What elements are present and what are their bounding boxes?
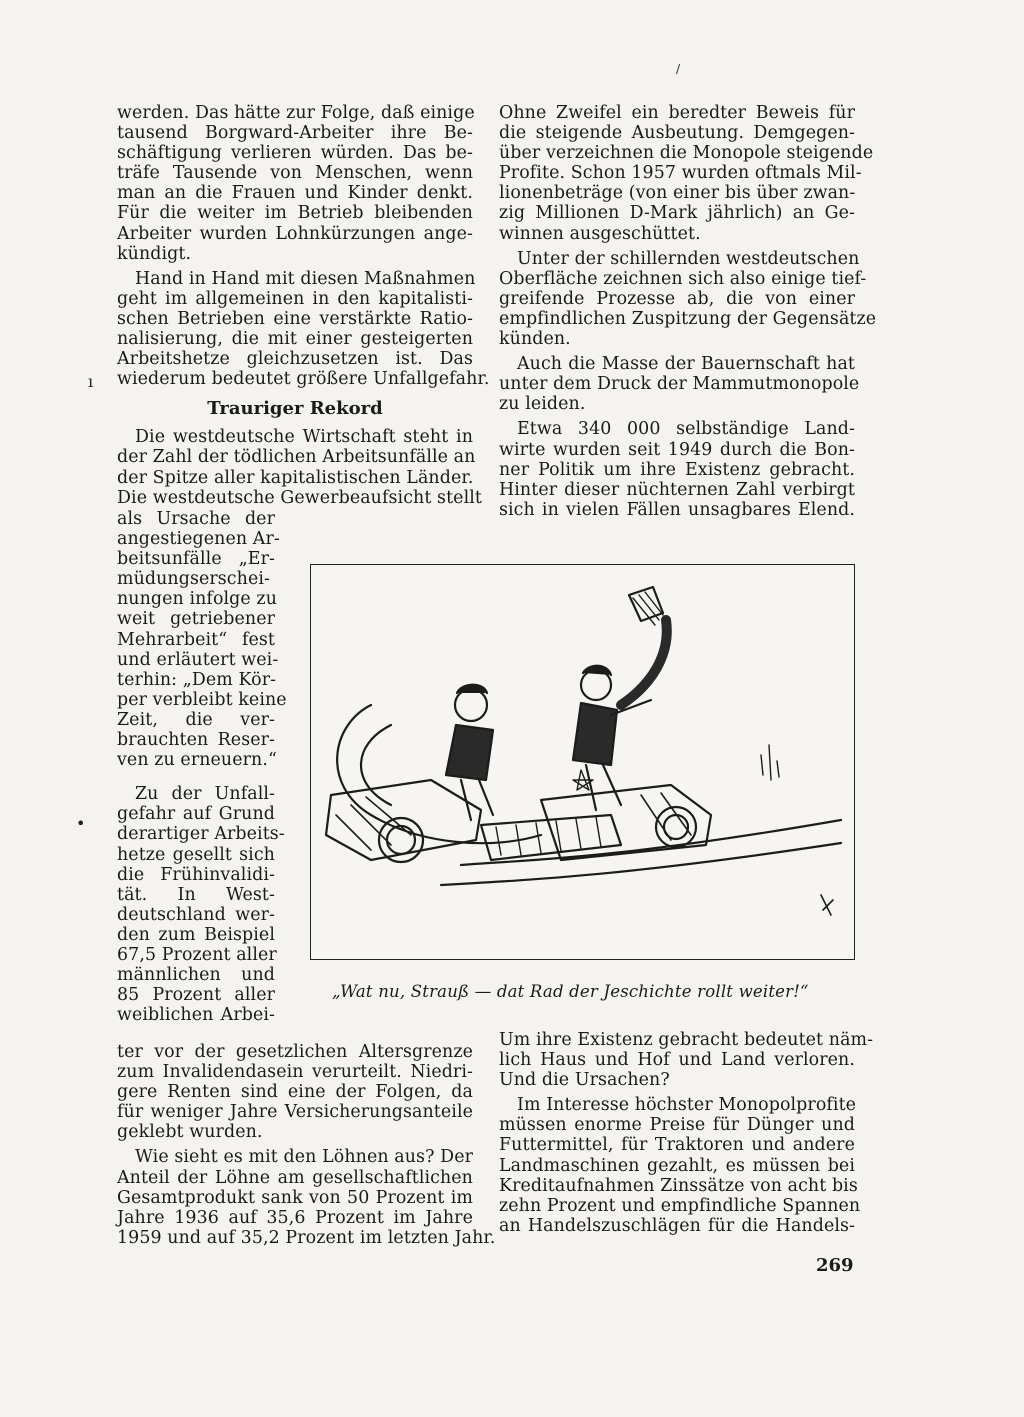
text-line: deutschland wer-: [117, 904, 275, 925]
text-line: Für die weiter im Betrieb bleibenden: [117, 203, 473, 224]
text-line: ven zu erneuern.“: [117, 750, 277, 771]
text-line: Wie sieht es mit den Löhnen aus? Der: [135, 1147, 473, 1168]
text-line: schen Betrieben eine verstärkte Ratio-: [117, 308, 473, 329]
text-line: Ohne Zweifel ein beredter Beweis für: [499, 103, 855, 123]
text-line: derartiger Arbeits-: [117, 824, 285, 845]
text-line: Etwa 340 000 selbständige Land-: [517, 419, 855, 440]
text-line: wirte wurden seit 1949 durch die Bon-: [499, 439, 855, 460]
text-line: lionenbeträge (von einer bis über zwan-: [499, 183, 856, 204]
paragraph-2: [117, 268, 476, 289]
text-line: den zum Beispiel: [117, 924, 275, 945]
scan-speck: /: [676, 62, 681, 76]
text-line: tausend Borgward-Arbeiter ihre Be-: [117, 123, 473, 144]
text-line: Oberfläche zeichnen sich also einige tief-: [499, 268, 867, 289]
text-line: winnen ausgeschüttet.: [499, 223, 701, 244]
text-line: an Handelszuschlägen für die Handels-: [499, 1215, 855, 1236]
paragraph-narrow-1: [117, 509, 287, 771]
paragraph-10: [499, 1030, 874, 1091]
column-right-bottom: [499, 1030, 874, 1236]
text-line: Die westdeutsche Gewerbeaufsicht stellt: [117, 487, 482, 508]
paragraph-5: [117, 1147, 496, 1248]
text-line: Um ihre Existenz gebracht bedeutet näm-: [499, 1030, 874, 1050]
paragraph-1: [117, 103, 473, 264]
text-line: Mehrarbeit“ fest: [117, 629, 275, 650]
text-line: weit getriebener: [117, 609, 275, 630]
text-line: schäftigung verlieren würden. Das be-: [117, 143, 473, 164]
text-line: tät. In West-: [117, 884, 275, 905]
paragraph-narrow-2: [117, 784, 285, 1026]
text-line: Und die Ursachen?: [499, 1070, 670, 1091]
text-line: zig Millionen D-Mark jährlich) an Ge-: [499, 203, 855, 224]
text-line: als Ursache der: [117, 509, 275, 529]
text-line: brauchten Reser-: [117, 730, 275, 751]
paragraph-4: [117, 1042, 473, 1142]
text-line: werden. Das hätte zur Folge, daß einige: [117, 103, 475, 123]
text-line: beitsunfälle „Er-: [117, 549, 275, 570]
text-line: Kreditaufnahmen Zinssätze von acht bis: [499, 1175, 858, 1196]
paragraph-7: [499, 248, 877, 350]
paragraph-3: [117, 427, 482, 508]
text-line: sich in vielen Fällen unsagbares Elend.: [499, 499, 855, 520]
text-line: für weniger Jahre Versicherungsanteile: [117, 1102, 473, 1123]
cartoon-caption: „Wat nu, Strauß — dat Rad der Jeschichte rollt weiter!“: [332, 982, 809, 1001]
text-line: Landmaschinen gezahlt, es müssen bei: [499, 1155, 855, 1176]
text-line: gefahr auf Grund: [117, 804, 275, 825]
paragraph-8: [499, 354, 860, 415]
text-line: Gesamtprodukt sank von 50 Prozent im: [117, 1187, 473, 1208]
text-line: der Zahl der tödlichen Arbeitsunfälle an: [117, 447, 476, 468]
text-line: zum Invalidendasein verurteilt. Niedri-: [117, 1062, 473, 1083]
text-line: müdungserschei-: [117, 569, 270, 590]
text-line: Futtermittel, für Traktoren und andere: [499, 1135, 855, 1156]
text-line: künden.: [499, 329, 571, 350]
text-line: 67,5 Prozent aller: [117, 944, 277, 965]
section-heading: Trauriger Rekord: [207, 398, 383, 420]
column-right-top: [499, 103, 877, 520]
text-line: männlichen und: [117, 965, 275, 986]
text-line: Zeit, die ver-: [117, 709, 275, 730]
text-line: Die westdeutsche Wirtschaft steht in: [135, 427, 473, 448]
text-line: 85 Prozent aller: [117, 985, 275, 1006]
text-line: die steigende Ausbeutung. Demgegen-: [499, 123, 855, 144]
text-line: müssen enorme Preise für Dünger und: [499, 1115, 855, 1136]
text-line: Hand in Hand mit diesen Maßnahmen: [135, 268, 476, 289]
text-line: greifende Prozesse ab, die von einer: [499, 288, 855, 309]
text-line: ter vor der gesetzlichen Altersgrenze: [117, 1042, 473, 1062]
text-line: unter dem Druck der Mammutmonopole: [499, 374, 860, 395]
text-line: lich Haus und Hof und Land verloren.: [499, 1050, 855, 1071]
text-line: der Spitze aller kapitalistischen Länder.: [117, 467, 474, 488]
text-line: hetze gesellt sich: [117, 844, 275, 865]
page-number: 269: [816, 1255, 854, 1276]
text-line: nalisierung, die mit einer gesteigerten: [117, 329, 473, 350]
text-line: angestiegenen Ar-: [117, 529, 280, 550]
column-narrow: [117, 509, 287, 1026]
cartoon-frame: [310, 564, 855, 960]
paragraph-9: [499, 419, 855, 519]
text-line: terhin: „Dem Kör-: [117, 669, 277, 690]
text-line: kündigt.: [117, 243, 192, 264]
text-line: Im Interesse höchster Monopolprofite: [517, 1095, 857, 1116]
text-line: per verbleibt keine: [117, 689, 287, 710]
text-line: Profite. Schon 1957 wurden oftmals Mil-: [499, 163, 862, 184]
text-line: 1959 und auf 35,2 Prozent im letzten Jahr.: [117, 1227, 496, 1248]
text-line: zehn Prozent und empfindliche Spannen: [499, 1195, 861, 1216]
text-line: Zu der Unfall-: [135, 784, 275, 805]
text-line: weiblichen Arbei-: [117, 1005, 275, 1026]
text-line: Arbeiter wurden Lohnkürzungen ange-: [117, 223, 473, 244]
text-line: träfe Tausende von Menschen, wenn: [117, 163, 473, 184]
text-line: über verzeichnen die Monopole steigende: [499, 143, 874, 164]
text-line: nungen infolge zu: [117, 589, 277, 610]
text-line: empfindlichen Zuspitzung der Gegensätze: [499, 308, 877, 329]
text-line: Hinter dieser nüchternen Zahl verbirgt: [499, 479, 855, 500]
text-line: geklebt wurden.: [117, 1122, 263, 1143]
text-line: Anteil der Löhne am gesellschaftlichen: [117, 1167, 473, 1188]
text-line: Unter der schillernden westdeutschen: [517, 248, 860, 269]
text-line: wiederum bedeutet größere Unfallgefahr.: [117, 369, 490, 390]
scan-speck: ı: [88, 372, 94, 391]
paragraph-6: [499, 103, 874, 244]
text-line: Jahre 1936 auf 35,6 Prozent im Jahre: [117, 1207, 473, 1228]
text-line: man an die Frauen und Kinder denkt.: [117, 183, 473, 204]
column-left-top: [117, 103, 490, 508]
column-left-bottom: [117, 1042, 496, 1248]
text-line: Auch die Masse der Bauernschaft hat: [517, 354, 855, 375]
paragraph-2-cont: [117, 288, 490, 390]
text-line: ner Politik um ihre Existenz gebracht.: [499, 459, 855, 480]
text-line: gere Renten sind eine der Folgen, da: [117, 1082, 473, 1103]
text-line: die Frühinvalidi-: [117, 864, 275, 885]
paragraph-11: [499, 1095, 861, 1236]
text-line: und erläutert wei-: [117, 649, 279, 670]
text-line: Arbeitshetze gleichzusetzen ist. Das: [117, 349, 473, 370]
cartoon-illustration-icon: [311, 565, 852, 957]
text-line: zu leiden.: [499, 394, 586, 415]
scan-speck: •: [76, 814, 86, 833]
text-line: geht im allgemeinen in den kapitalisti-: [117, 288, 473, 309]
